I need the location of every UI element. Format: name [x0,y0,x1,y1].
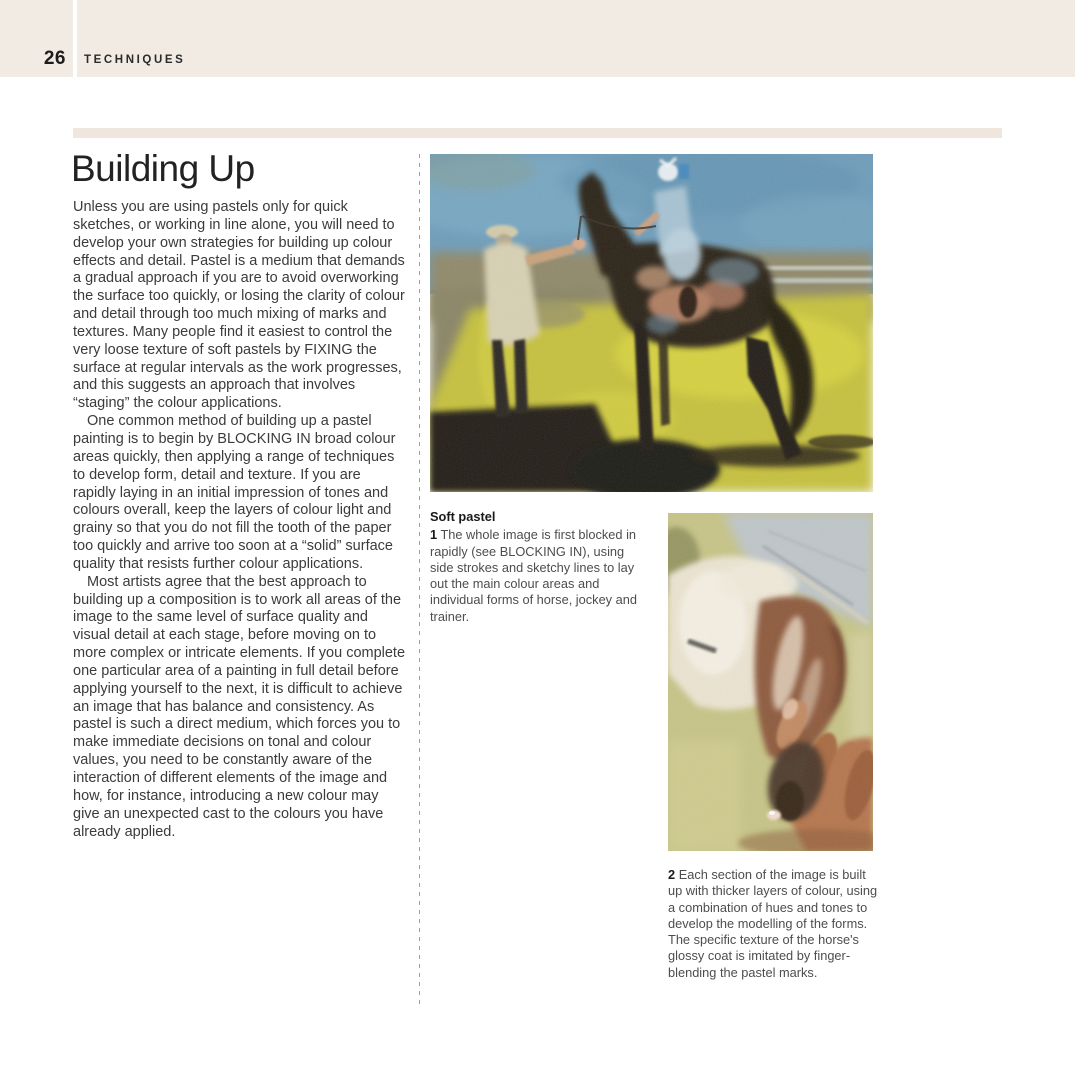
caption-heading: Soft pastel [430,509,496,524]
section-label: TECHNIQUES [84,54,186,66]
caption-block-2 [668,867,880,981]
step-1-text: The whole image is first blocked in rapidly (see BLOCKING IN), using side strokes and sketchy lines to lay out the main colour areas and individual forms of horse, jockey and trainer. [430,527,637,624]
article-body [73,199,407,841]
caption-step-1 [430,527,649,625]
step-2-text: Each section of the image is built up with thicker layers of colour, using a combination of hues and tones to develop the modelling of the forms. The specific texture of the horse's glossy coat is imitated by finger-blending the pastel marks. [668,867,878,980]
page-number: 26 [43,48,66,69]
step-2-number: 2 [668,867,676,882]
page-title: Building Up [71,148,255,189]
paragraph-1: Unless you are using pastels only for quick sketches, or working in line alone, you will need to develop your own strategies for building up colour effects and detail. Pastel is a medium that demands a gradual approach if you are to avoid overworking the surface too quickly, or losing the clarity of colour and detail through too much mixing of marks and textures. Many people find it easiest to control the very loose texture of soft pastels by FIXING the surface at regular intervals as the work progresses, and this suggests an approach that involves “staging” the colour applications. [73,199,405,412]
paragraph-2: One common method of building up a pastel painting is to begin by BLOCKING IN broad colour areas quickly, then applying a range of techniques to develop form, detail and texture. If you are rapidly laying in an initial impression of tones and colours overall, keep the layers of colour light and grainy so that you do not fill the tooth of the paper too quickly and arrive too soon at a “solid” surface quality that resists further colour applications. [73,413,396,572]
step-1-number: 1 [430,527,438,543]
page-header [0,0,1075,77]
figure-blending-detail [668,513,873,851]
blending-detail-illustration [668,513,873,851]
caption-step-2 [668,867,880,981]
pastel-painting-illustration [430,154,873,492]
paragraph-3: Most artists agree that the best approach to building up a composition is to work all areas of the image to the same level of surface quality and visual detail at each stage, before moving on to more complex or intricate elements. If you complete one particular area of a painting in full detail before applying yourself to the next, it is difficult to achieve an image that has balance and consistency. As pastel is such a direct medium, which forces you to make immediate decisions on tonal and colour values, you need to be constantly aware of the interaction of different elements of the image and how, for instance, introducing a new colour may give an unexpected cast to the colours you have already applied. [73,573,406,840]
figure-pastel-painting [430,154,873,492]
accent-bar [73,128,1002,138]
header-divider [73,0,77,77]
caption-block-1 [430,509,649,625]
column-divider-dashed-rule [419,154,420,1007]
